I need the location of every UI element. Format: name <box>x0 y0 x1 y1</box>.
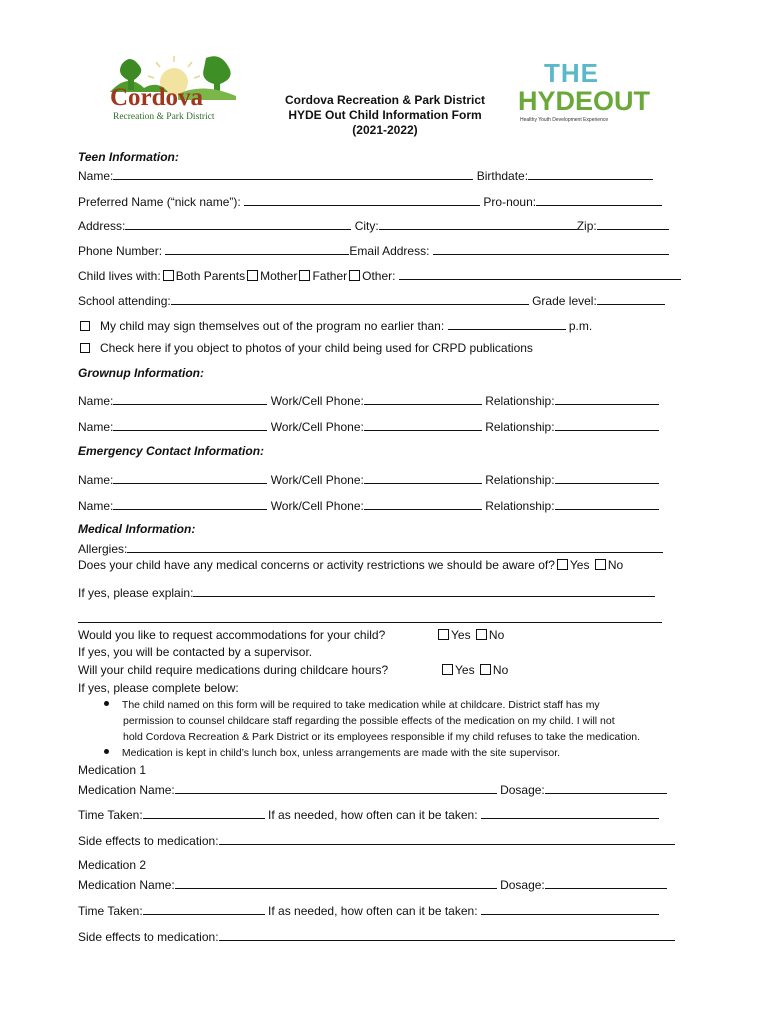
teen-address-row <box>78 217 669 233</box>
mother-checkbox[interactable] <box>247 270 258 281</box>
medication-1-dosage-field[interactable] <box>545 781 667 794</box>
emergency-phone-label: Work/Cell Phone: <box>270 473 364 487</box>
concerns-yes-label: Yes <box>569 558 590 572</box>
medical-section-title: Medical Information: <box>78 522 196 536</box>
both-parents-checkbox[interactable] <box>163 270 174 281</box>
bullet-icon <box>104 749 109 754</box>
medications-no-label: No <box>492 663 509 677</box>
accommodations-no-label: No <box>488 628 505 642</box>
medications-no-checkbox[interactable] <box>480 664 491 675</box>
medication-1-name-field[interactable] <box>175 781 497 794</box>
photos-label: Check here if you object to photos of your child being used for CRPD publications <box>100 341 533 355</box>
emergency-name-label: Name: <box>78 499 114 513</box>
grownup-row-2 <box>78 418 659 434</box>
grownup-phone-field[interactable] <box>364 392 482 405</box>
emergency-name-field[interactable] <box>113 497 267 510</box>
side-effects-label: Side effects to medication: <box>78 834 219 848</box>
title-line-3: (2021-2022) <box>352 123 418 137</box>
grade-field[interactable] <box>597 292 665 305</box>
email-field[interactable] <box>433 242 669 255</box>
medication-1-time-field[interactable] <box>143 806 265 819</box>
mother-label: Mother <box>260 269 298 283</box>
address-label: Address: <box>78 219 126 233</box>
emergency-relationship-label: Relationship: <box>485 499 555 513</box>
grownup-relationship-field[interactable] <box>555 392 659 405</box>
medication-2-name-row <box>78 876 667 892</box>
name-label: Name: <box>78 169 114 183</box>
emergency-relationship-label: Relationship: <box>485 473 555 487</box>
photos-checkbox[interactable] <box>80 343 90 353</box>
medication-name-label: Medication Name: <box>78 783 175 797</box>
emergency-relationship-field[interactable] <box>555 471 659 484</box>
emergency-name-field[interactable] <box>113 471 267 484</box>
teen-school-row <box>78 292 665 308</box>
teen-section-title: Teen Information: <box>78 150 179 164</box>
father-checkbox[interactable] <box>299 270 310 281</box>
how-often-label: If as needed, how often can it be taken: <box>268 808 478 822</box>
time-taken-label: Time Taken: <box>78 904 143 918</box>
explain-label: If yes, please explain: <box>78 586 194 600</box>
birthdate-field[interactable] <box>528 167 653 180</box>
form-title <box>270 93 500 138</box>
emergency-name-label: Name: <box>78 473 114 487</box>
allergies-field[interactable] <box>127 540 663 553</box>
medication-2-side-row <box>78 928 675 944</box>
grade-label: Grade level: <box>532 294 597 308</box>
concerns-yes-checkbox[interactable] <box>557 559 568 570</box>
email-label: Email Address: <box>349 244 430 258</box>
accommodations-no-checkbox[interactable] <box>476 629 487 640</box>
medication-2-how-often-field[interactable] <box>481 902 659 915</box>
hydeout-tagline: Healthy Youth Development Experience <box>520 117 609 123</box>
grownup-relationship-label: Relationship: <box>485 394 555 408</box>
cordova-name: Cordova <box>110 84 204 111</box>
emergency-phone-label: Work/Cell Phone: <box>270 499 364 513</box>
medication-1-side-row <box>78 832 675 848</box>
phone-field[interactable] <box>165 242 349 255</box>
other-checkbox[interactable] <box>349 270 360 281</box>
birthdate-label: Birthdate: <box>476 169 529 183</box>
emergency-relationship-field[interactable] <box>555 497 659 510</box>
complete-below-note: If yes, please complete below: <box>78 681 239 695</box>
concerns-no-checkbox[interactable] <box>595 559 606 570</box>
accommodations-options <box>436 628 504 642</box>
concerns-label: Does your child have any medical concerns or activity restrictions we should be aware of? <box>78 558 555 572</box>
medication-bullet-2 <box>104 745 560 761</box>
dosage-label: Dosage: <box>500 878 545 892</box>
other-label: Other: <box>362 269 396 283</box>
medication-2-time-field[interactable] <box>143 902 265 915</box>
grownup-phone-label: Work/Cell Phone: <box>270 420 364 434</box>
both-parents-label: Both Parents <box>175 269 246 283</box>
other-field[interactable] <box>399 267 681 280</box>
preferred-name-field[interactable] <box>244 193 480 206</box>
medication-1-side-effects-field[interactable] <box>219 832 675 845</box>
medication-2-side-effects-field[interactable] <box>219 928 675 941</box>
emergency-row-2 <box>78 497 659 513</box>
contacted-note: If yes, you will be contacted by a supervisor. <box>78 645 313 659</box>
preferred-name-label: Preferred Name (“nick name”): <box>78 195 241 209</box>
grownup-name-label: Name: <box>78 420 114 434</box>
cordova-logo <box>108 52 238 124</box>
emergency-phone-field[interactable] <box>364 471 482 484</box>
allergies-label: Allergies: <box>78 542 128 556</box>
medication-2-name-field[interactable] <box>175 876 497 889</box>
medication-1-heading: Medication 1 <box>78 763 147 777</box>
grownup-phone-field[interactable] <box>364 418 482 431</box>
medications-label: Will your child require medications during childcare hours? <box>78 663 389 677</box>
emergency-phone-field[interactable] <box>364 497 482 510</box>
father-label: Father <box>312 269 348 283</box>
name-field[interactable] <box>113 167 473 180</box>
accommodations-yes-checkbox[interactable] <box>438 629 449 640</box>
cordova-subtitle: Recreation & Park District <box>113 112 215 122</box>
medication-2-dosage-field[interactable] <box>545 876 667 889</box>
grownup-row-1 <box>78 392 659 408</box>
signout-checkbox[interactable] <box>80 321 90 331</box>
teen-phone-row <box>78 242 669 258</box>
hydeout-main: HYDEOUT <box>518 86 651 116</box>
teen-preferred-row <box>78 193 662 209</box>
medication-1-time-row <box>78 806 659 822</box>
how-often-label: If as needed, how often can it be taken: <box>268 904 478 918</box>
bullet-1-line-2: permission to counsel childcare staff regarding the possible effects of the medication on my child. I will not <box>123 715 615 727</box>
school-label: School attending: <box>78 294 171 308</box>
time-taken-label: Time Taken: <box>78 808 143 822</box>
medication-bullet-1 <box>104 697 600 713</box>
city-field[interactable] <box>379 217 577 230</box>
accommodations-label: Would you like to request accommodations for your child? <box>78 628 386 642</box>
grownup-phone-label: Work/Cell Phone: <box>270 394 364 408</box>
hydeout-the: THE <box>544 58 599 88</box>
medications-yes-label: Yes <box>455 663 475 677</box>
explain-field[interactable] <box>193 584 655 597</box>
emergency-section-title: Emergency Contact Information: <box>78 444 265 458</box>
hydeout-logo <box>516 58 672 128</box>
title-line-2: HYDE Out Child Information Form <box>288 108 482 122</box>
allergies-row <box>78 540 663 556</box>
address-field[interactable] <box>125 217 351 230</box>
concerns-row <box>78 558 623 572</box>
school-field[interactable] <box>171 292 529 305</box>
medication-name-label: Medication Name: <box>78 878 175 892</box>
title-line-1: Cordova Recreation & Park District <box>284 93 486 107</box>
bullet-1-line-3: hold Cordova Recreation & Park District or its employees responsible if my child refuses to take the medication. <box>123 731 641 743</box>
bullet-2-text: Medication is kept in child’s lunch box, unless arrangements are made with the site supervisor. <box>121 747 561 759</box>
zip-field[interactable] <box>597 217 669 230</box>
lives-with-label: Child lives with: <box>78 269 161 283</box>
photos-row <box>80 341 533 355</box>
pm-label: p.m. <box>568 319 593 333</box>
grownup-name-label: Name: <box>78 394 114 408</box>
medication-1-name-row <box>78 781 667 797</box>
grownup-name-field[interactable] <box>113 418 267 431</box>
side-effects-label: Side effects to medication: <box>78 930 219 944</box>
grownup-relationship-field[interactable] <box>555 418 659 431</box>
city-label: City: <box>354 219 379 233</box>
medications-yes-checkbox[interactable] <box>442 664 453 675</box>
signout-time-field[interactable] <box>448 317 566 330</box>
medication-2-time-row <box>78 902 659 918</box>
emergency-row-1 <box>78 471 659 487</box>
grownup-relationship-label: Relationship: <box>485 420 555 434</box>
medications-options <box>440 663 508 677</box>
teen-name-row <box>78 167 653 183</box>
medication-2-heading: Medication 2 <box>78 858 147 872</box>
dosage-label: Dosage: <box>500 783 545 797</box>
grownup-name-field[interactable] <box>113 392 267 405</box>
medication-1-how-often-field[interactable] <box>481 806 659 819</box>
teen-lives-row <box>78 267 681 283</box>
zip-label: Zip: <box>576 219 597 233</box>
signout-label: My child may sign themselves out of the program no earlier than: <box>100 319 445 333</box>
phone-label: Phone Number: <box>78 244 163 258</box>
explain-field-line-2[interactable] <box>78 622 662 623</box>
medication-bullet-1-cont <box>123 713 640 745</box>
accommodations-yes-label: Yes <box>451 628 471 642</box>
pronoun-field[interactable] <box>536 193 662 206</box>
grownup-section-title: Grownup Information: <box>78 366 204 380</box>
bullet-1-line-1: The child named on this form will be required to take medication while at childcare. District staff has my <box>121 699 600 711</box>
bullet-icon <box>104 701 109 706</box>
pronoun-label: Pro-noun: <box>483 195 537 209</box>
explain-row <box>78 584 655 600</box>
concerns-no-label: No <box>607 558 624 572</box>
accommodations-row <box>78 628 385 642</box>
signout-row <box>80 317 592 333</box>
medications-row <box>78 663 388 677</box>
